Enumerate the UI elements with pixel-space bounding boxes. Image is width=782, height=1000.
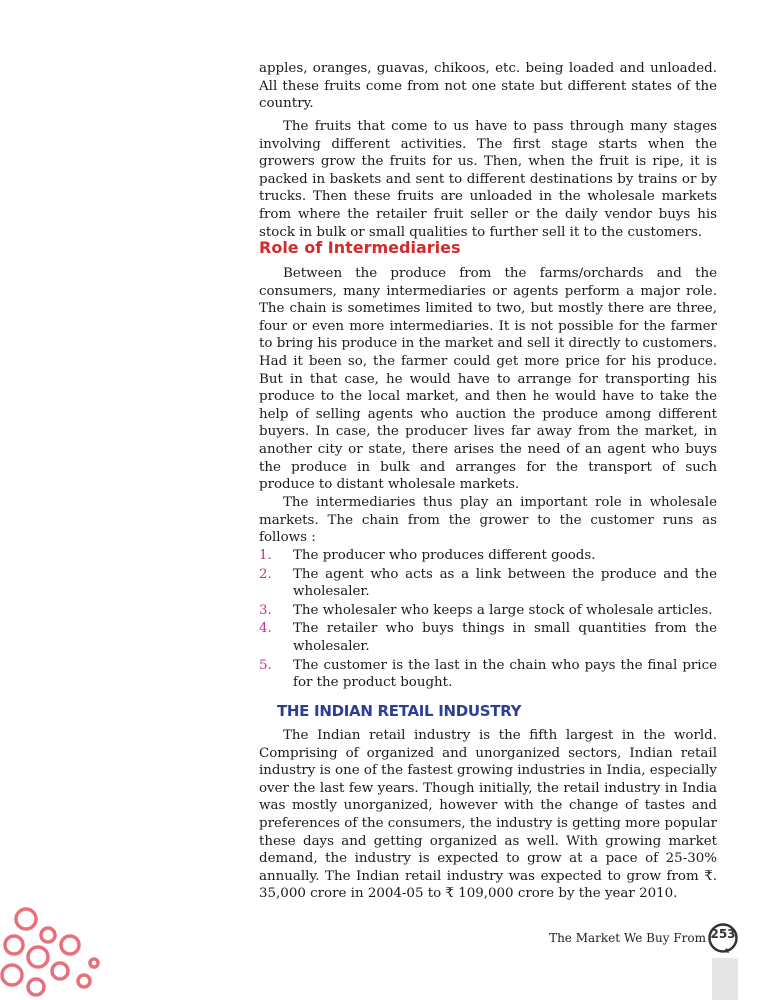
chain-list — [259, 547, 717, 693]
paragraph-5: The Indian retail industry is the fifth largest in the world. Comprising of organized and unorganized sectors, Indian retail industry is one of the fastest growing industries in India, especially over the last few years. Though initially, the retail industry in India was mostly unorganized, however with the change of tastes and preferences of the consumers, the industry is getting more popular these days and getting organized as well. With growing market demand, the industry is expected to grow at a pace of 25-30% annually. The Indian retail industry was expected to grow from ₹. 35,000 crore in 2004-05 to ₹ 109,000 crore by the year 2010. — [259, 728, 717, 902]
list-item — [259, 566, 717, 601]
paragraph-3: Between the produce from the farms/orchards and the consumers, many intermediaries or agents perform a major role. The chain is sometimes limited to two, but mostly there are three, four or even more intermediaries. It is not possible for the farmer to bring his produce in the market and sell it directly to customers. Had it been so, the farmer could get more price for his produce. But in that case, he would have to arrange for transporting his produce to the local market, and then he would have to take the help of selling agents who auction the produce among different buyers. In case, the producer lives far away from the market, in another city or state, there arises the need of an agent who buys the produce in bulk and arranges for the transport of such produce to distant wholesale markets. — [259, 266, 717, 493]
paragraph-fruit-stages — [259, 118, 717, 241]
paragraph-continuation — [259, 60, 717, 113]
bubble-decoration-icon — [0, 905, 110, 1000]
list-text: The agent who acts as a link between the produce and the wholesaler. — [293, 566, 717, 600]
list-item — [259, 620, 717, 655]
list-number: 2. — [259, 566, 272, 582]
paragraph-4: The intermediaries thus play an important role in wholesale markets. The chain from the grower to the customer runs as follows : — [259, 495, 717, 546]
page-number: 253 — [710, 927, 736, 941]
list-item — [259, 602, 717, 620]
list-text: The retailer who buys things in small quantities from the wholesaler. — [293, 621, 717, 654]
list-number: 3. — [259, 602, 272, 618]
paragraph-2: The fruits that come to us have to pass through many stages involving different activities. The first stage starts when the growers grow the fruits for us. Then, when the fruit is ripe, it is packed in baskets and sent to different destinations by trains or by trucks. Then these fruits are unloaded in the wholesale markets from where the retailer fruit seller or the daily vendor buys his stock in bulk or small qualities to further sell it to the customers. — [259, 119, 717, 240]
list-number: 5. — [259, 657, 272, 673]
list-text: The producer who produces different goods. — [293, 548, 596, 563]
list-item — [259, 547, 717, 565]
list-item — [259, 657, 717, 692]
paragraph-retail-industry — [259, 727, 717, 903]
paragraph-chain-intro — [259, 494, 717, 547]
footer-chapter-title: The Market We Buy From — [549, 931, 706, 945]
heading-indian-retail-industry: THE INDIAN RETAIL INDUSTRY — [277, 702, 522, 720]
list-text: The wholesaler who keeps a large stock of wholesale articles. — [293, 602, 713, 618]
page-edge-tab — [712, 958, 738, 1000]
list-number: 4. — [259, 621, 272, 637]
paragraph-intermediaries — [259, 265, 717, 494]
paragraph-1: apples, oranges, guavas, chikoos, etc. being loaded and unloaded. All these fruits come from not one state but different states of the country. — [259, 61, 717, 112]
heading-role-of-intermediaries: Role of Intermediaries — [259, 238, 461, 257]
list-number: 1. — [259, 548, 272, 563]
list-text: The customer is the last in the chain who pays the final price for the product bought. — [293, 657, 717, 691]
